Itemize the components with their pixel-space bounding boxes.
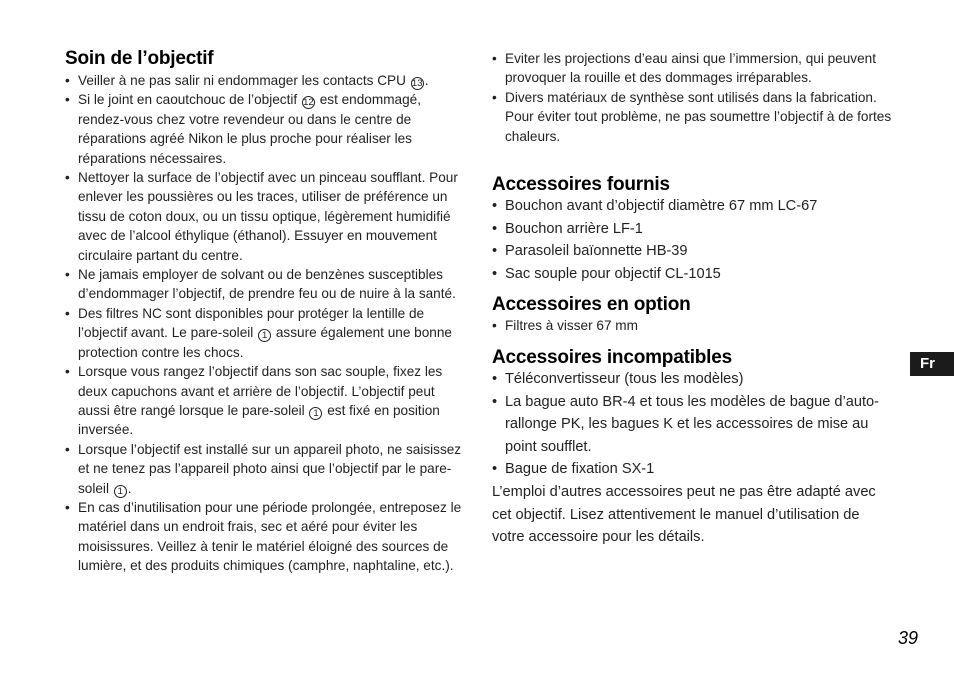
accessoires-incompatibles-list	[492, 368, 892, 481]
list-item: • Eviter les projections d’eau ainsi que l’immersion, qui peuvent provoquer la rouille et des dommages irréparables.	[492, 49, 892, 88]
callout-number-icon: 12	[303, 97, 314, 109]
soin-list	[65, 71, 463, 576]
list-item: • Lorsque l’objectif est installé sur un appareil photo, ne saisissez et ne tenez pas l’appareil photo ainsi que l’objectif par le pare-soleil 1 .	[65, 440, 463, 498]
list-item: • La bague auto BR-4 et tous les modèles de bague d’auto-rallonge PK, les bagues K et les accessoires de mise au point soufflet.	[492, 391, 892, 459]
language-tab: Fr	[910, 352, 954, 376]
list-item: • Bouchon avant d’objectif diamètre 67 mm LC-67	[492, 195, 892, 218]
list-item: • Ne jamais employer de solvant ou de benzènes susceptibles d’endommager l’objectif, de prendre feu ou de nuire à la santé.	[65, 265, 463, 304]
section-title-accessoires-incompatibles: Accessoires incompatibles	[492, 347, 732, 368]
list-item: • Si le joint en caoutchouc de l’objectif 12 est endommagé, rendez-vous chez votre revendeur ou dans le centre de réparations agréé Nikon le plus proche pour réaliser les réparations nécessaires.	[65, 90, 463, 168]
soin-list-continued	[492, 49, 892, 146]
list-item: • Des filtres NC sont disponibles pour protéger la lentille de l’objectif avant. Le pare-soleil 1 assure également une bonne protection contre les chocs.	[65, 304, 463, 362]
compatibility-note: L’emploi d’autres accessoires peut ne pas être adapté avec cet objectif. Lisez attentivement le manuel d’utilisation de votre accessoire pour les détails.	[492, 484, 876, 545]
list-item: • Bouchon arrière LF-1	[492, 218, 892, 241]
accessoires-option-list	[492, 316, 892, 335]
list-item: • Bague de fixation SX-1	[492, 458, 892, 481]
page-number: 39	[898, 628, 919, 648]
list-item: • Sac souple pour objectif CL-1015	[492, 263, 892, 286]
callout-number-icon: 13	[411, 78, 423, 89]
list-item: • Nettoyer la surface de l’objectif avec un pinceau soufflant. Pour enlever les poussières ou les traces, utiliser de préférence un tissu de coton doux, ou un tissu optique, légèrement humidifié avec de l’alcool éthylique (éthanol). Essuyer en mouvement circulaire partant du centre.	[65, 168, 463, 265]
list-item: • Lorsque vous rangez l’objectif dans son sac souple, fixez les deux capuchons avant et arrière de l’objectif. L’objectif peut aussi être rangé lorsque le pare-soleil 1 est fixé en position inversée.	[65, 362, 463, 440]
list-item: • Parasoleil baïonnette HB-39	[492, 240, 892, 263]
callout-number-icon: 1	[114, 485, 127, 498]
callout-number-icon: 1	[258, 329, 271, 342]
list-item: • En cas d’inutilisation pour une période prolongée, entreposez le matériel dans un endroit frais, sec et aéré pour éviter les moisissures. Veillez à tenir le matériel éloigné des sources de lumière, et des produits chimiques (camphre, naphtaline, etc.).	[65, 498, 463, 576]
section-title-soin: Soin de l’objectif	[65, 48, 214, 69]
section-title-accessoires-option: Accessoires en option	[492, 294, 691, 315]
list-item: • Téléconvertisseur (tous les modèles)	[492, 368, 892, 391]
list-item: • Divers matériaux de synthèse sont utilisés dans la fabrication. Pour éviter tout problème, ne pas soumettre l’objectif à de fortes chaleurs.	[492, 88, 892, 146]
accessoires-fournis-list	[492, 195, 892, 285]
list-item: • Veiller à ne pas salir ni endommager les contacts CPU 13 .	[65, 71, 463, 90]
section-title-accessoires-fournis: Accessoires fournis	[492, 174, 670, 195]
callout-number-icon: 1	[309, 407, 322, 420]
list-item: • Filtres à visser 67 mm	[492, 316, 892, 335]
